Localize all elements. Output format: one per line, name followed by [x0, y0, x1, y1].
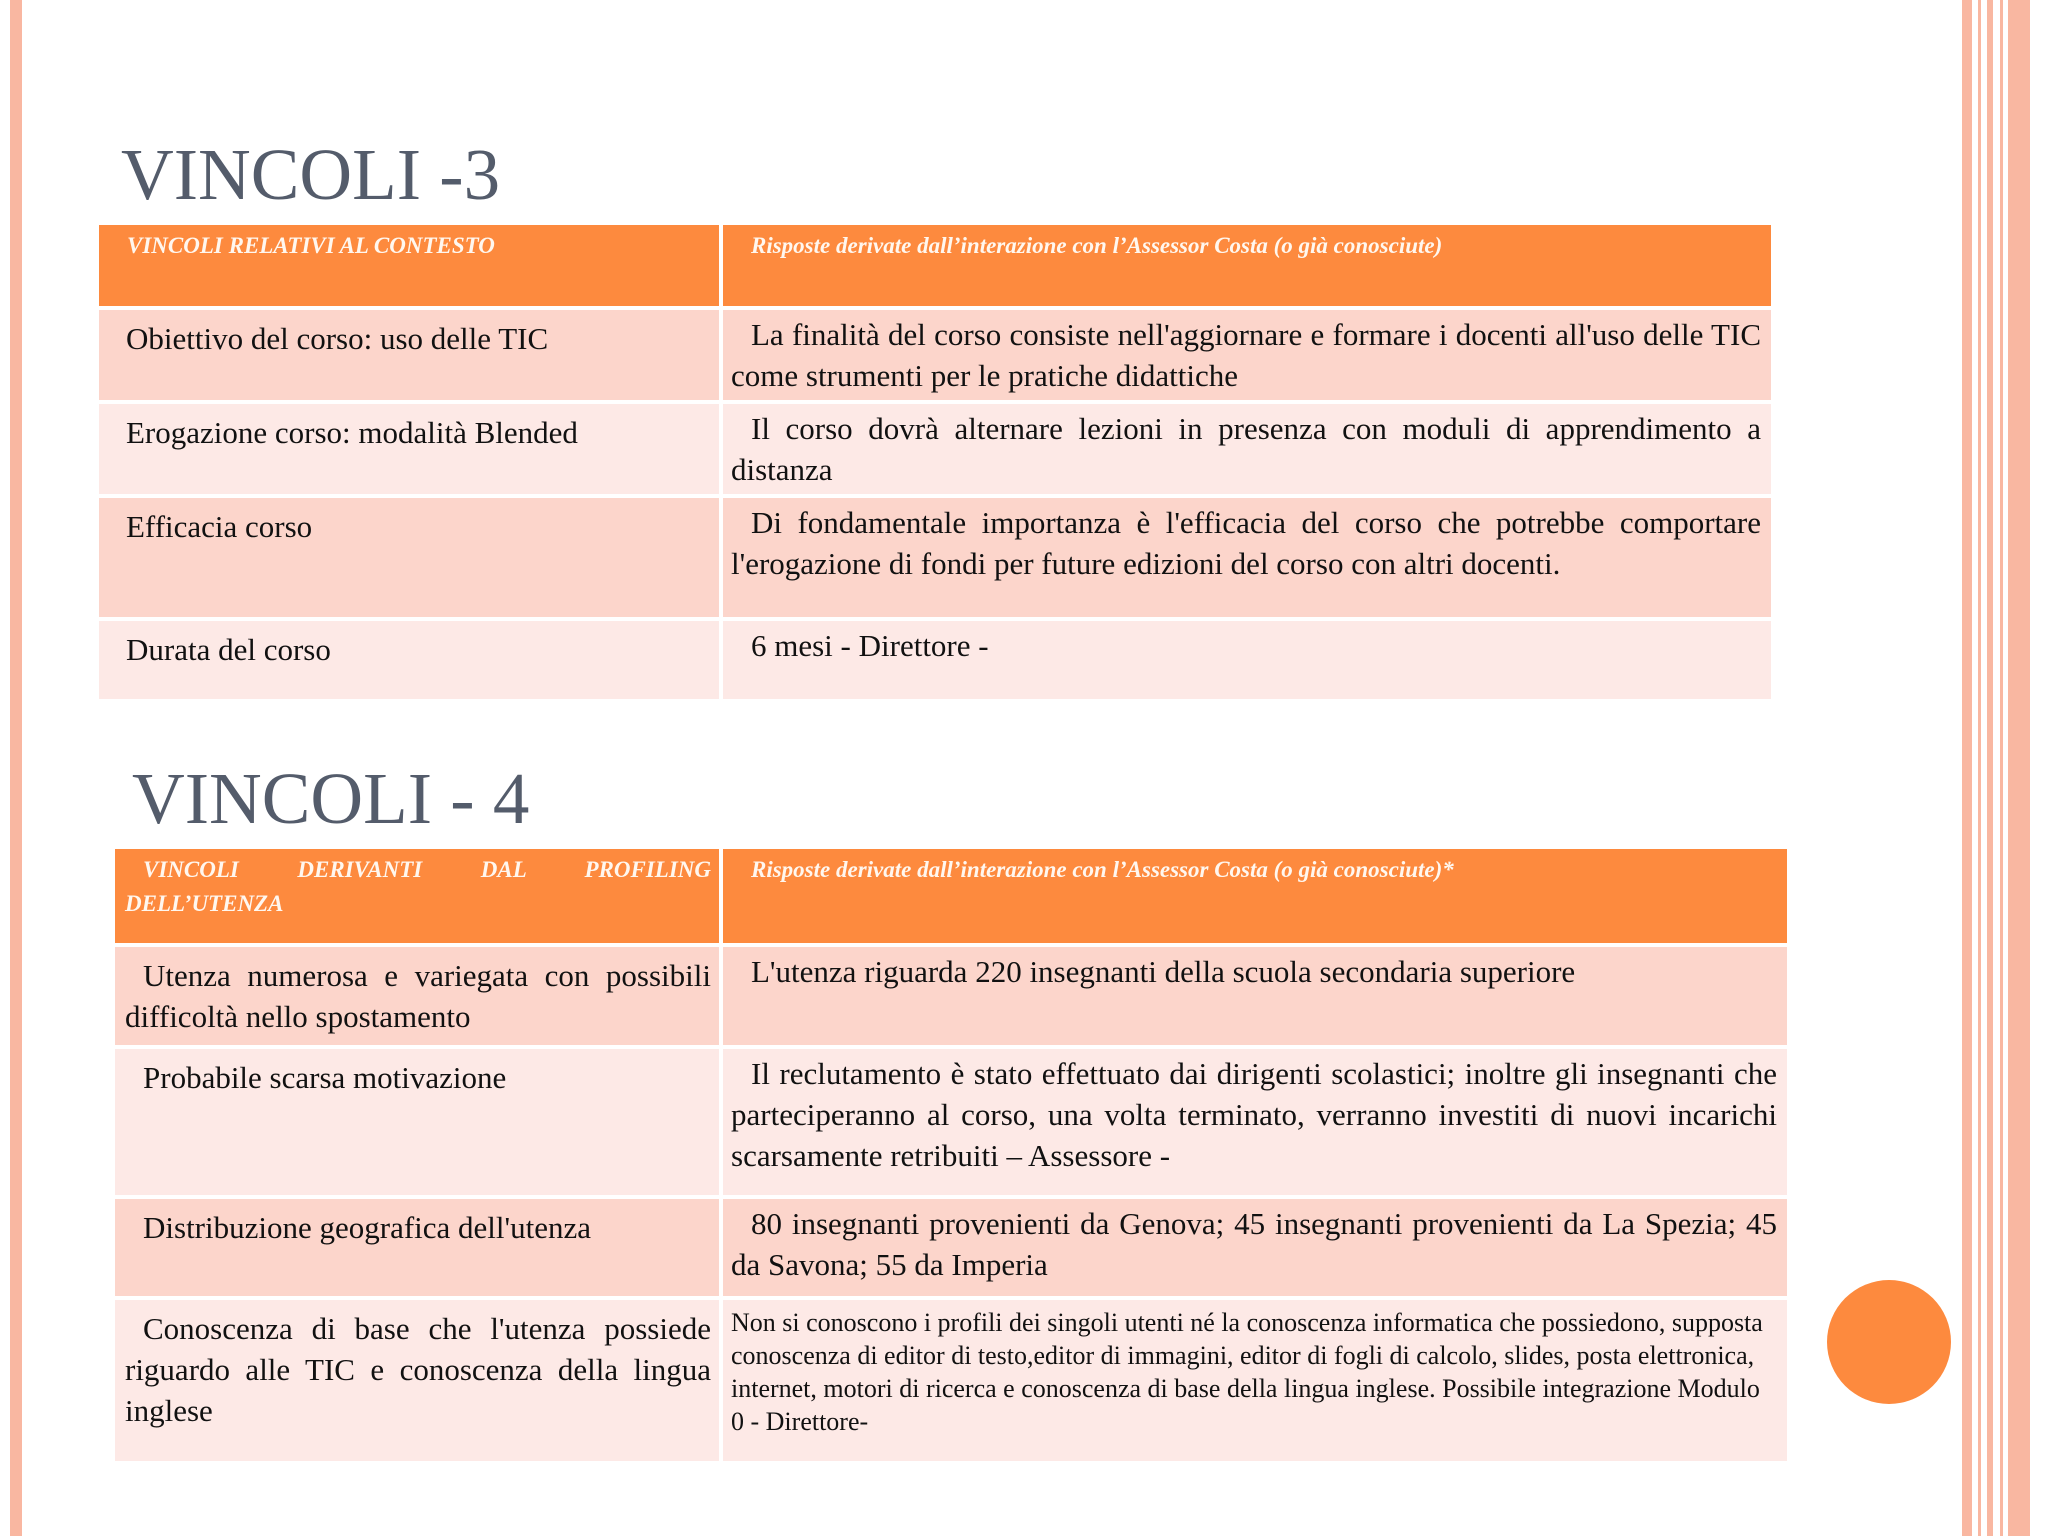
- vincoli4-row2-label: Probabile scarsa motivazione: [113, 1047, 721, 1197]
- vincoli3-row1-text-cell: [721, 308, 1773, 402]
- vincoli3-header-row: [97, 223, 1773, 308]
- vincoli3-row3-text: Di fondamentale importanza è l'efficacia del corso che potrebbe comportare l'erogazione di fondi per future edizioni del corso con altri docenti.: [731, 505, 1761, 581]
- vincoli3-row1-label: Obiettivo del corso: uso delle TIC: [97, 308, 721, 402]
- vincoli3-row4-text-cell: [721, 619, 1773, 701]
- vincoli3-row2-label: Erogazione corso: modalità Blended: [97, 402, 721, 496]
- table-row: [97, 619, 1773, 701]
- left-border-stripe: [10, 0, 22, 1536]
- vincoli3-row3-text-cell: [721, 496, 1773, 619]
- vincoli3-title: VINCOLI -3: [121, 134, 501, 215]
- vincoli3-header-col1: VINCOLI RELATIVI AL CONTESTO: [97, 223, 721, 308]
- vincoli3-row1-text: La finalità del corso consiste nell'aggiornare e formare i docenti all'uso delle TIC come strumenti per le pratiche didattiche: [731, 317, 1761, 393]
- vincoli4-row1-label: Utenza numerosa e variegata con possibili difficoltà nello spostamento: [113, 945, 721, 1047]
- vincoli4-header-col2: Risposte derivate dall’interazione con l’Assessor Costa (o già conosciute)*: [721, 847, 1789, 945]
- vincoli4-row2-text: Il reclutamento è stato effettuato dai dirigenti scolastici; inoltre gli insegnanti che parteciperanno al corso, una volta terminato, verranno investiti di nuovi incarichi scarsamente retribuiti – Assessore -: [731, 1056, 1777, 1173]
- vincoli4-row1-text: L'utenza riguarda 220 insegnanti della scuola secondaria superiore: [751, 954, 1576, 989]
- vincoli3-row4-text: 6 mesi - Direttore -: [751, 628, 989, 663]
- vincoli4-row3-text: 80 insegnanti provenienti da Genova; 45 insegnanti provenienti da La Spezia; 45 da Savona; 55 da Imperia: [731, 1206, 1777, 1282]
- table-row: [113, 945, 1789, 1047]
- vincoli4-row4-label: Conoscenza di base che l'utenza possiede riguardo alle TIC e conoscenza della lingua inglese: [113, 1298, 721, 1463]
- vincoli4-row3-text-cell: [721, 1197, 1789, 1298]
- right-border-stripe-4: [2000, 0, 2003, 1536]
- vincoli3-row2-text-cell: [721, 402, 1773, 496]
- vincoli4-title: VINCOLI - 4: [132, 758, 530, 839]
- table-row: [113, 1197, 1789, 1298]
- decorative-orange-circle: [1827, 1280, 1951, 1404]
- vincoli4-row3-label: Distribuzione geografica dell'utenza: [113, 1197, 721, 1298]
- vincoli3-row3-label: Efficacia corso: [97, 496, 721, 619]
- vincoli3-row4-label: Durata del corso: [97, 619, 721, 701]
- right-border-stripe-2: [1978, 0, 1981, 1536]
- vincoli4-row2-text-cell: [721, 1047, 1789, 1197]
- vincoli4-header-row: [113, 847, 1789, 945]
- vincoli4-row1-text-cell: [721, 945, 1789, 1047]
- right-border-stripe-5: [2008, 0, 2030, 1536]
- vincoli3-row2-text: Il corso dovrà alternare lezioni in presenza con moduli di apprendimento a distanza: [731, 411, 1761, 487]
- vincoli4-row4-text: Non si conoscono i profili dei singoli utenti né la conoscenza informatica che possiedono, supposta conoscenza di editor di testo,editor di immagini, editor di fogli di calcolo, slides, posta elettronica, internet, motori di ricerca e conoscenza di base della lingua inglese. Possibile integrazione Modulo 0 - Direttore-: [721, 1298, 1789, 1463]
- table-row: [97, 496, 1773, 619]
- right-border-stripe-1: [1962, 0, 1972, 1536]
- right-border-stripe-3: [1987, 0, 1993, 1536]
- table-row: [97, 308, 1773, 402]
- vincoli4-header-col1: VINCOLI DERIVANTI DAL PROFILING DELL’UTENZA: [113, 847, 721, 945]
- vincoli3-table: [95, 221, 1775, 703]
- table-row: [113, 1298, 1789, 1463]
- table-row: [113, 1047, 1789, 1197]
- vincoli4-table: [111, 845, 1791, 1465]
- table-row: [97, 402, 1773, 496]
- vincoli3-header-col2: Risposte derivate dall’interazione con l’Assessor Costa (o già conosciute): [721, 223, 1773, 308]
